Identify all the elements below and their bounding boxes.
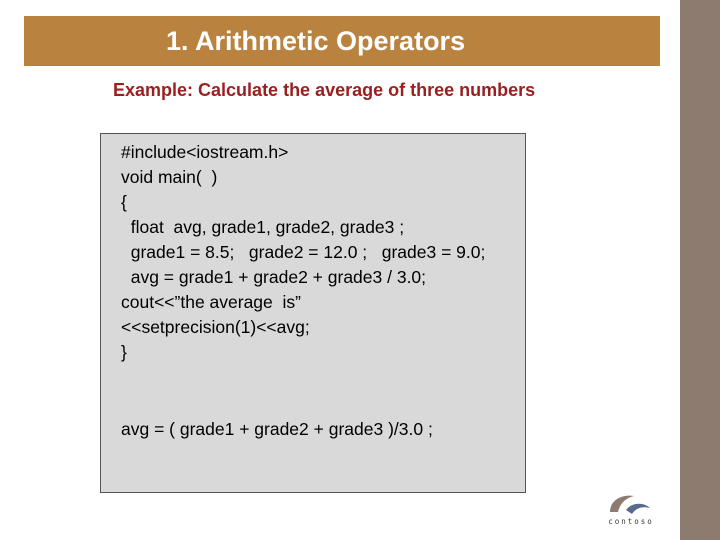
code-line: { <box>121 192 127 212</box>
code-line: } <box>121 342 127 362</box>
slide-subtitle: Example: Calculate the average of three numbers <box>113 80 536 100</box>
code-line: void main( ) <box>121 167 218 187</box>
code-line: avg = grade1 + grade2 + grade3 / 3.0; <box>121 267 427 287</box>
title-bar <box>24 16 660 66</box>
code-line: grade1 = 8.5; grade2 = 12.0 ; grade3 = 9.0; <box>121 242 486 262</box>
code-formula: avg = ( grade1 + grade2 + grade3 )/3.0 ; <box>121 419 433 439</box>
logo-text: contoso <box>608 517 654 526</box>
contoso-logo <box>596 490 666 530</box>
code-line: <<setprecision(1)<<avg; <box>121 317 310 337</box>
code-box <box>100 133 526 493</box>
code-line: cout<<”the average is” <box>121 292 301 312</box>
logo-icon <box>596 490 666 530</box>
code-line: #include<iostream.h> <box>121 142 289 162</box>
decorative-side-bar <box>680 0 720 540</box>
slide-title: 1. Arithmetic Operators <box>166 25 466 56</box>
code-line: float avg, grade1, grade2, grade3 ; <box>121 217 405 237</box>
